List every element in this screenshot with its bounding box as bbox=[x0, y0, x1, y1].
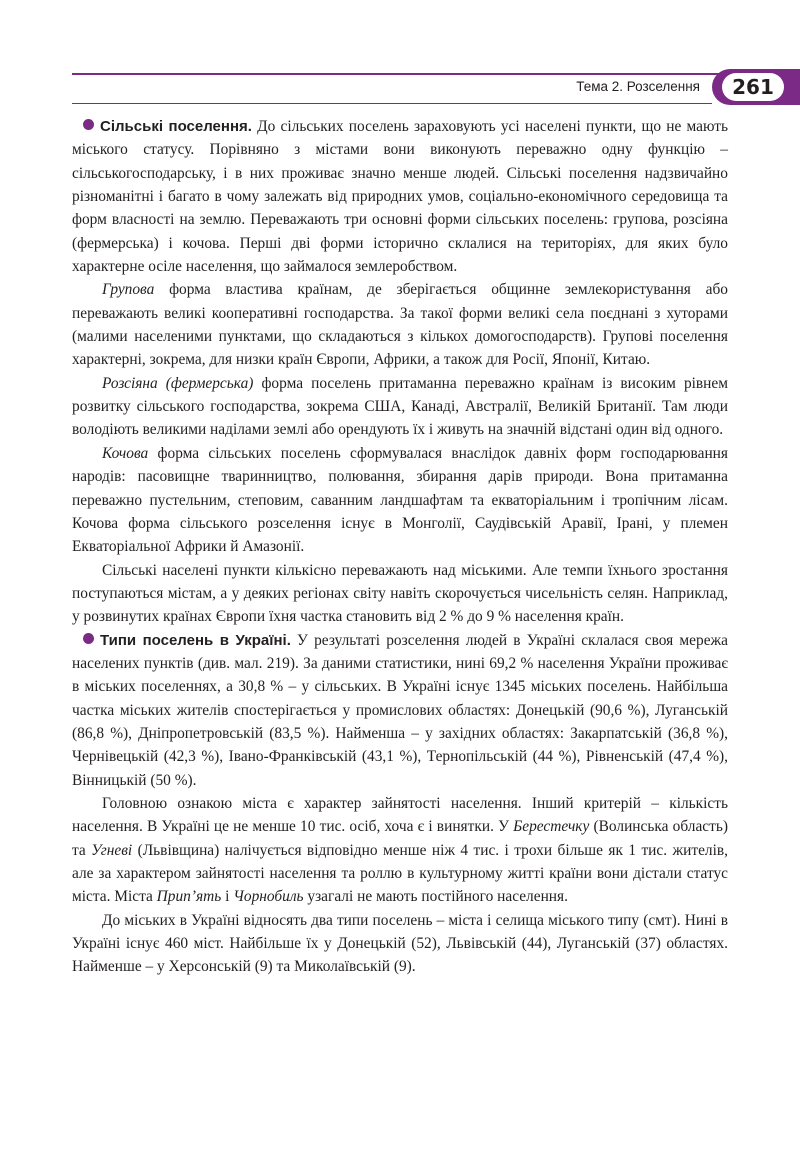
term: Кочова bbox=[102, 444, 149, 462]
page-body bbox=[72, 115, 728, 979]
town-name: Чорнобиль bbox=[233, 888, 304, 906]
term: Групова bbox=[102, 281, 155, 299]
header-underline bbox=[72, 103, 712, 104]
paragraph-nomadic-form bbox=[72, 442, 728, 559]
paragraph-text: Головною ознакою міста є характер зайнятості населення. Інший критерій – кількість населення. В Україні це не менше 10 тис. осіб, хоча є і винятки. У bbox=[72, 794, 728, 836]
section-heading: Сільські поселення. bbox=[100, 118, 252, 135]
paragraph-text: форма поселень притаманна переважно країнам із високим рівнем розвитку сільського господарства, зокрема США, Канаді, Австралії, Великій Британії. Там люди володіють великими наділами землі або орендують їх і живуть на значній відстані один від одного. bbox=[72, 374, 728, 439]
page-number: 261 bbox=[722, 73, 784, 101]
running-head: Тема 2. Розселення bbox=[576, 79, 700, 94]
bullet-icon bbox=[83, 633, 94, 644]
paragraph-city-criteria bbox=[72, 792, 728, 909]
paragraph-text: і bbox=[221, 888, 234, 906]
paragraph-text: форма сільських поселень сформувалася внаслідок давніх форм господарювання народів: пасовищне тваринництво, полювання, збирання дарів природи. Вона притаманна переважно пустельним, степовим, саванним ландшафтам та екваторіальним і тропічним лісам. Кочова форма сільського розселення існує в Монголії, Саудівській Аравії, Ірані, у племен Екваторіальної Африки й Амазонії. bbox=[72, 444, 728, 556]
paragraph-text: У результаті розселення людей в Україні склалася своя мережа населених пунктів (див. мал. 219). За даними статистики, нині 69,2 % населення України проживає в міських поселеннях, а 30,8 % – у сільських. В Україні існує 1345 міських поселень. Найбільша частка міських жителів спостерігається у промислових областях: Донецькій (90,6 %), Луганській (86,8 %), Дніпропетровській (83,5 %). Найменша – у західних областях: Закарпатській (36,8 %), Чернівецькій (42,3 %), Івано-Франківській (43,1 %), Тернопільській (44 %), Рівненській (47,4 %), Вінницькій (50 %). bbox=[72, 631, 728, 789]
town-name: Прип’ять bbox=[156, 888, 222, 906]
section-settlement-types-ukraine bbox=[72, 629, 728, 792]
paragraph-text: узагалі не мають постійного населення. bbox=[303, 888, 568, 906]
paragraph-group-form bbox=[72, 278, 728, 371]
paragraph-text: форма властива країнам, де зберігається общинне землекористування або переважають великі кооперативні господарства. За такої форми великі села поєднані з хуторами (малими населеними пунктами, що складаються з кількох домогосподарств). Групові поселення характерні, зокрема, для низки країн Європи, Африки, а також для Росії, Японії, Китаю. bbox=[72, 281, 728, 369]
paragraph-scattered-form bbox=[72, 372, 728, 442]
paragraph-urban-types: До міських в Україні відносять два типи поселень – міста і селища міського типу (смт). Нині в Україні існує 460 міст. Найбільше їх у Донецькій (52), Львівській (44), Луганській (37) областях. Найменше – у Херсонській (9) та Миколаївській (9). bbox=[72, 911, 728, 976]
town-name: Угневі bbox=[91, 841, 133, 859]
paragraph-text: (Львівщина) налічується відповідно менше ніж 4 тис. і трохи більше як 1 тис. жителів, але за характером зайнятості населення та роллю в культурному житті країни вони дістали статус міста. Міста bbox=[72, 841, 728, 906]
term: Розсіяна (фермерська) bbox=[102, 374, 254, 392]
section-rural-settlements bbox=[72, 115, 728, 278]
paragraph-text: До сільських поселень зараховують усі населені пункти, що не мають міського статусу. Порівняно з містами вони виконують переважно одну функцію – сільськогосподарську, і в них проживає значно менше людей. Сільські поселення надзвичайно різноманітні і багато в чому залежать від природних умов, соціально-економічного середовища та форм власності на землю. Переважають три основні форми сільських поселень: групова, розсіяна (фермерська) і кочова. Перші дві форми історично склалися на територіях, для яких було характерне осіле населення, що займалося землеробством. bbox=[72, 118, 728, 276]
paragraph-rural-growth: Сільські населені пункти кількісно переважають над міськими. Але темпи їхнього зростання поступаються містам, а у деяких регіонах світу навіть скорочується чисельність селян. Наприклад, у розвинутих країнах Європи їхня частка становить від 2 % до 9 % населення країн. bbox=[72, 561, 728, 626]
bullet-icon bbox=[83, 119, 94, 130]
header-rule bbox=[72, 73, 762, 75]
paragraph-text: (Волинська область) та bbox=[72, 818, 728, 859]
town-name: Берестечку bbox=[513, 818, 590, 836]
section-heading: Типи поселень в Україні. bbox=[100, 631, 291, 649]
